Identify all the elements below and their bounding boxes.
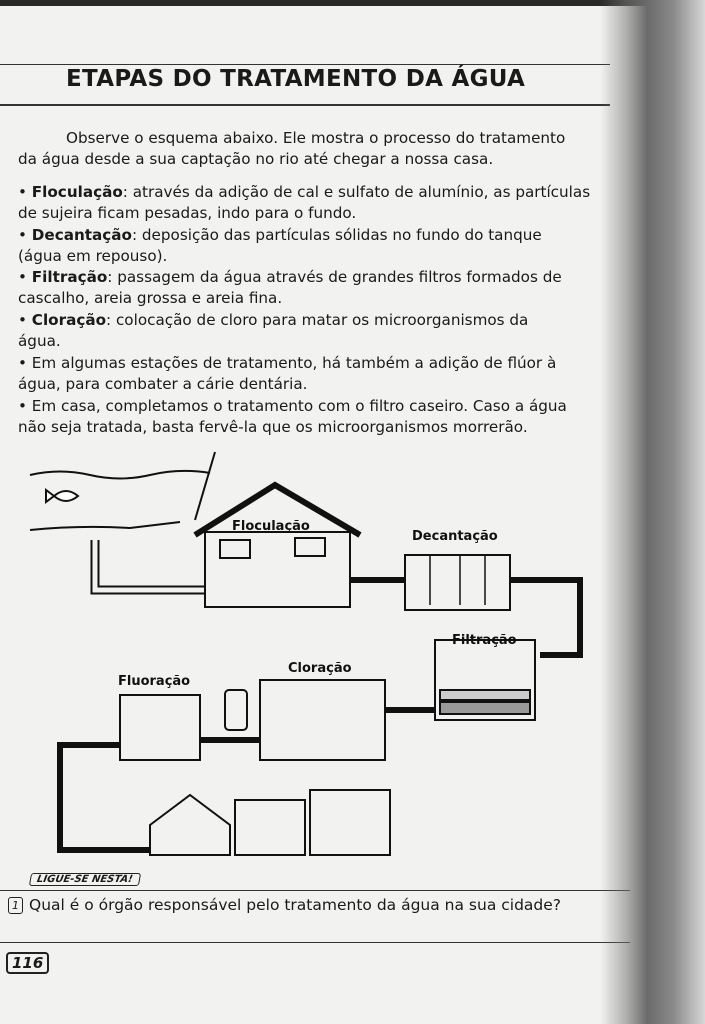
question-top-rule (0, 890, 630, 891)
bullet-cloracao-cont: água. (18, 332, 61, 350)
ligue-se-nesta-badge: LIGUE-SE NESTA! (29, 873, 141, 886)
intro-line-1: Observe o esquema abaixo. Ele mostra o processo do tratamento (66, 129, 566, 147)
chlorination-tank (260, 680, 385, 760)
bullet-floculacao-cont: de sujeira ficam pesadas, indo para o fundo. (18, 204, 357, 222)
river-bank (195, 452, 215, 520)
floculation-tank (205, 532, 350, 607)
house-icon (150, 795, 230, 855)
question-text: Qual é o órgão responsável pelo tratamento da água na sua cidade? (29, 896, 562, 914)
filter-sand-layer (440, 690, 530, 700)
bullet-fluor: • Em algumas estações de tratamento, há também a adição de flúor à (18, 354, 557, 372)
bullet-filtracao: • Filtração: passagem da água através de grandes filtros formados de (18, 268, 562, 286)
bullet-filtro-caseiro-cont: não seja tratada, basta fervê-la que os microorganismos morrerão. (18, 418, 528, 436)
title-bottom-rule (0, 104, 610, 106)
bullet-text: : deposição das partículas sólidas no fundo do tanque (131, 226, 542, 244)
term-decantacao: Decantação (31, 226, 132, 244)
bullet-text: : passagem da água através de grandes filtros formados de (107, 268, 562, 286)
filter-gravel-layer (440, 702, 530, 714)
bullet-fluor-cont: água, para combater a cárie dentária. (18, 375, 308, 393)
bullet-text: Em algumas estações de tratamento, há também a adição de flúor à (31, 354, 557, 372)
building-icon (235, 800, 305, 855)
intake-pipe (95, 540, 205, 590)
bullet-decantacao: • Decantação: deposição das partículas sólidas no fundo do tanque (18, 226, 542, 244)
decantation-tank (405, 555, 510, 610)
bullet-text: Em casa, completamos o tratamento com o filtro caseiro. Caso a água (31, 397, 567, 415)
label-floculacao: Floculação (232, 519, 310, 534)
label-cloracao: Cloração (288, 661, 352, 676)
bullet-filtro-caseiro: • Em casa, completamos o tratamento com o filtro caseiro. Caso a água (18, 397, 567, 415)
term-cloracao: Cloração (31, 311, 107, 329)
intro-line-2: da água desde a sua captação no rio até chegar a nossa casa. (18, 150, 494, 168)
building-icon (310, 790, 390, 855)
title-top-rule (0, 64, 610, 65)
fluoridation-tank (120, 695, 200, 760)
river-bed (30, 522, 180, 530)
bullet-text: : colocação de cloro para matar os microorganismos da (106, 311, 529, 329)
bullet-cloracao: • Cloração: colocação de cloro para matar os microorganismos da (18, 311, 529, 329)
intake-pipe-inner (95, 540, 205, 590)
question-number: 1 (8, 897, 23, 914)
answer-line (0, 942, 630, 943)
bullet-floculacao: • Floculação: através da adição de cal e sulfato de alumínio, as partículas (18, 183, 591, 201)
term-filtracao: Filtração (31, 268, 108, 286)
bullet-filtracao-cont: cascalho, areia grossa e areia fina. (18, 289, 283, 307)
page-title: ETAPAS DO TRATAMENTO DA ÁGUA (66, 66, 526, 92)
bullet-decantacao-cont: (água em repouso). (18, 247, 168, 265)
fish-icon (46, 490, 78, 502)
river-surface (30, 471, 210, 479)
chlorine-cylinder (225, 690, 247, 730)
bullet-text: : através da adição de cal e sulfato de alumínio, as partículas (122, 183, 591, 201)
label-decantacao: Decantação (412, 529, 498, 544)
book-gutter-shadow (600, 0, 705, 1024)
water-treatment-diagram (20, 440, 620, 880)
label-fluoracao: Fluoração (118, 674, 191, 689)
page-number: 116 (6, 952, 49, 974)
term-floculacao: Floculação (31, 183, 123, 201)
label-filtracao: Filtração (452, 633, 517, 648)
question-1 (8, 896, 561, 914)
